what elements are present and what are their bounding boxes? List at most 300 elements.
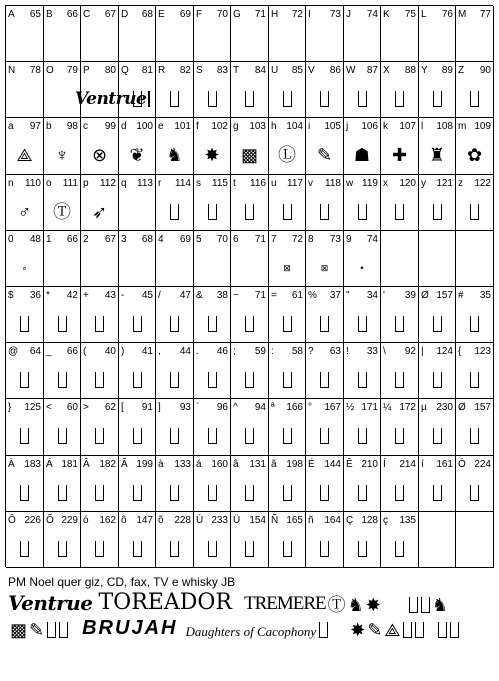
missing-glyph-icon: [395, 372, 404, 388]
glyph-code-label: 103: [249, 121, 266, 132]
glyph-preview: [344, 307, 380, 340]
glyph-code-label: 128: [361, 515, 378, 526]
glyph-preview: [6, 138, 43, 172]
rose-icon: ✎: [367, 620, 383, 640]
glyph-cell: [6, 456, 44, 512]
glyph-char-label: 2: [83, 234, 89, 245]
glyph-code-label: 71: [254, 290, 266, 301]
glyph-cell: [81, 6, 119, 62]
glyph-code-label: 41: [141, 346, 153, 357]
glyph-preview: [419, 363, 455, 396]
glyph-code-label: 68: [141, 9, 153, 20]
missing-glyph-icon: [320, 316, 329, 332]
glyph-code-label: 39: [404, 290, 416, 301]
missing-glyph-icon: [409, 597, 418, 613]
glyph-preview: [306, 476, 343, 509]
glyph-char-label: (: [83, 346, 87, 357]
glyph-preview: [456, 419, 493, 453]
glyph-cell: [306, 456, 344, 512]
glyph-code-label: 154: [249, 515, 266, 526]
glyph-preview: [231, 476, 268, 509]
clan-symbol-icon: ➶: [91, 201, 108, 222]
glyph-code-label: 69: [179, 9, 191, 20]
missing-glyph-icon: [245, 91, 254, 107]
glyph-code-label: 111: [62, 178, 78, 189]
glyph-cell: [44, 343, 81, 399]
missing-glyph-icon: [95, 485, 104, 501]
glyph-cell: [231, 399, 269, 456]
glyph-code-label: 106: [361, 121, 378, 132]
glyph-char-label: &: [196, 290, 203, 301]
glyph-char-label: â: [233, 459, 239, 470]
missing-glyph-icon: [450, 622, 459, 638]
glyph-cell: [269, 175, 306, 231]
missing-glyph-icon: [358, 372, 367, 388]
missing-glyph-icon: [47, 622, 56, 638]
glyph-code-label: 210: [361, 459, 378, 470]
glyph-char-label: 9: [346, 234, 352, 245]
glyph-cell: [269, 343, 306, 399]
glyph-cell: [6, 6, 44, 62]
glyph-cell: [381, 62, 419, 118]
glyph-code-label: 183: [24, 459, 41, 470]
glyph-cell: [156, 175, 194, 231]
glyph-preview: [344, 532, 380, 565]
missing-glyph-icon: [245, 316, 254, 332]
glyph-char-label: ): [121, 346, 125, 357]
missing-glyph-icon: [319, 622, 328, 638]
glyph-char-label: [: [121, 402, 124, 413]
glyph-cell: [344, 175, 381, 231]
glyph-preview: [119, 532, 155, 565]
missing-glyph-icon: [320, 204, 329, 220]
glyph-preview: [269, 82, 305, 115]
glyph-char-label: ': [383, 290, 385, 301]
glyph-cell: [119, 287, 156, 343]
glyph-char-label: >: [83, 402, 89, 413]
glyph-preview: [269, 195, 305, 228]
glyph-code-label: 67: [104, 234, 116, 245]
glyph-char-label: Í: [383, 459, 386, 470]
glyph-code-label: 44: [179, 346, 191, 357]
glyph-preview: [156, 26, 193, 59]
missing-glyph-icon: [358, 316, 367, 332]
missing-glyph-icon: [208, 91, 217, 107]
glyph-cell: [419, 6, 456, 62]
missing-glyph-icon: [20, 541, 29, 557]
glyph-code-label: 37: [329, 290, 341, 301]
glyph-preview: [456, 363, 493, 396]
glyph-cell: [344, 512, 381, 568]
glyph-preview: [44, 26, 80, 59]
glyph-char-label: 5: [196, 234, 202, 245]
glyph-preview: [194, 532, 230, 565]
glyph-char-label: Ô: [8, 515, 16, 526]
glyph-preview: [81, 363, 118, 396]
glyph-char-label: Y: [421, 65, 428, 76]
glyph-preview: [44, 363, 80, 396]
glyph-code-label: 70: [216, 9, 228, 20]
glyph-char-label: _: [46, 346, 52, 357]
missing-glyph-icon: [433, 204, 442, 220]
glyph-code-label: 101: [174, 121, 191, 132]
missing-glyph-icon: [133, 316, 142, 332]
glyph-cell: [81, 231, 119, 287]
glyph-preview: [194, 363, 230, 396]
glyph-preview: [75, 82, 147, 115]
glyph-code-label: 75: [404, 9, 416, 20]
glyph-cell: [419, 512, 456, 568]
glyph-code-label: 98: [66, 121, 78, 132]
glyph-char-label: N: [8, 65, 16, 76]
glyph-code-label: 117: [287, 178, 303, 189]
missing-glyph-icon: [395, 428, 404, 444]
glyph-code-label: 67: [104, 9, 116, 20]
missing-glyph-icon: [170, 372, 179, 388]
missing-glyph-icon: [148, 91, 150, 107]
bat-icon: ✸: [350, 620, 366, 640]
glyph-preview: [231, 251, 268, 284]
glyph-preview: [194, 138, 230, 172]
glyph-cell: [6, 287, 44, 343]
glyph-preview: [306, 532, 343, 565]
missing-glyph-icon: [421, 597, 430, 613]
glyph-code-label: 97: [29, 121, 41, 132]
glyph-char-label: ª: [271, 402, 275, 413]
glyph-cell: [81, 118, 119, 175]
glyph-code-label: 71: [254, 9, 266, 20]
glyph-cell: [44, 118, 81, 175]
glyph-cell: [381, 175, 419, 231]
glyph-preview: [419, 532, 455, 565]
glyph-code-label: 125: [24, 402, 41, 413]
glyph-char-label: :: [271, 346, 274, 357]
glyph-cell: [119, 512, 156, 568]
glyph-char-label: p: [83, 178, 89, 189]
glyph-char-label: °: [308, 402, 312, 413]
glyph-code-label: 88: [404, 65, 416, 76]
missing-glyph-icon: [433, 485, 442, 501]
missing-glyph-icon: [245, 428, 254, 444]
glyph-cell: [156, 62, 194, 118]
glyph-preview: [156, 476, 193, 509]
glyph-char-label: ã: [271, 459, 277, 470]
clan-symbol-icon: ⊠: [283, 262, 291, 273]
glyph-code-label: 99: [104, 121, 116, 132]
glyph-preview: [456, 307, 493, 340]
glyph-preview: [381, 419, 418, 453]
missing-glyph-icon: [58, 316, 67, 332]
glyph-code-label: 48: [29, 234, 41, 245]
glyph-char-label: =: [271, 290, 277, 301]
glyph-code-label: 181: [61, 459, 78, 470]
glyph-char-label: .: [196, 346, 199, 357]
glyph-code-label: 63: [329, 346, 341, 357]
glyph-cell: [156, 6, 194, 62]
missing-glyph-icon: [283, 204, 292, 220]
glyph-code-label: 33: [366, 346, 378, 357]
glyph-code-label: 42: [66, 290, 78, 301]
glyph-preview: [381, 307, 418, 340]
glyph-char-label: ,: [158, 346, 161, 357]
glyph-char-label: S: [196, 65, 203, 76]
glyph-cell: [456, 399, 494, 456]
glyph-code-label: 74: [366, 9, 378, 20]
glyph-cell: [306, 287, 344, 343]
glyph-preview: [44, 307, 80, 340]
glyph-char-label: D: [121, 9, 129, 20]
glyph-preview: [344, 195, 380, 228]
glyph-cell: [6, 118, 44, 175]
glyph-preview: [419, 82, 455, 115]
glyph-char-label: É: [308, 459, 315, 470]
sample-sentence: PM Noel quer giz, CD, fax, TV e whisky JB: [8, 575, 236, 589]
glyph-preview: [81, 476, 118, 509]
glyph-char-label: `: [196, 402, 200, 413]
glyph-code-label: 66: [66, 9, 78, 20]
glyph-char-label: ñ: [308, 515, 314, 526]
glyph-cell: [194, 6, 231, 62]
glyph-char-label: 3: [121, 234, 127, 245]
missing-glyph-icon: [208, 204, 217, 220]
glyph-char-label: u: [271, 178, 277, 189]
glyph-cell: [81, 343, 119, 399]
glyph-preview: [44, 251, 80, 284]
glyph-preview: [344, 82, 380, 115]
missing-glyph-icon: [170, 485, 179, 501]
glyph-preview: [381, 82, 418, 115]
missing-glyph-icon: [20, 428, 29, 444]
glyph-cell: [306, 62, 344, 118]
clan-symbol-icon: ⊠: [320, 262, 329, 273]
glyph-code-label: 60: [66, 402, 78, 413]
glyph-char-label: J: [346, 9, 351, 20]
glyph-preview: [419, 419, 455, 453]
glyph-char-label: í: [421, 459, 424, 470]
glyph-preview: [381, 251, 418, 284]
glyph-char-label: Õ: [46, 515, 54, 526]
glyph-code-label: 119: [362, 178, 378, 189]
glyph-code-label: 72: [291, 234, 303, 245]
glyph-preview: [81, 195, 118, 228]
clan-symbol-icon: ∘: [21, 262, 28, 273]
clan-symbol-icon: ✚: [391, 145, 408, 165]
glyph-code-label: 78: [29, 65, 41, 76]
glyph-code-label: 214: [399, 459, 416, 470]
glyph-preview: [231, 195, 268, 228]
missing-glyph-icon: [403, 622, 412, 638]
glyph-char-label: õ: [158, 515, 164, 526]
glyph-char-label: I: [308, 9, 311, 20]
glyph-char-label: j: [346, 121, 349, 132]
glyph-char-label: B: [46, 9, 53, 20]
missing-glyph-icon: [95, 316, 104, 332]
glyph-char-label: #: [458, 290, 464, 301]
glyph-cell: [44, 6, 81, 62]
glyph-cell: [456, 175, 494, 231]
glyph-code-label: 182: [99, 459, 116, 470]
glyph-code-label: 135: [399, 515, 416, 526]
glyph-char-label: T: [233, 65, 240, 76]
glyph-preview: [156, 363, 193, 396]
glyph-code-label: 199: [136, 459, 153, 470]
glyph-cell: [156, 456, 194, 512]
missing-glyph-icon: [358, 204, 367, 220]
glyph-code-label: 83: [216, 65, 228, 76]
glyph-preview: [156, 419, 193, 453]
glyph-preview: [231, 82, 268, 115]
glyph-preview: [194, 26, 230, 59]
glyph-cell: [456, 456, 494, 512]
missing-glyph-icon: [208, 316, 217, 332]
missing-glyph-icon: [470, 316, 479, 332]
glyph-char-label: ?: [308, 346, 314, 357]
glyph-char-label: q: [121, 178, 127, 189]
glyph-char-label: x: [383, 178, 388, 189]
glyph-cell: [381, 512, 419, 568]
glyph-code-label: 144: [324, 459, 341, 470]
gargoyle-icon: ♞: [347, 595, 364, 615]
glyph-char-label: R: [158, 65, 166, 76]
missing-glyph-icon: [20, 316, 29, 332]
glyph-cell: [6, 343, 44, 399]
glyph-preview: [344, 419, 380, 453]
glyph-char-label: A: [8, 9, 15, 20]
glyph-cell: [381, 456, 419, 512]
glyph-cell: [456, 62, 494, 118]
glyph-cell: [194, 512, 231, 568]
glyph-code-label: 166: [286, 402, 303, 413]
clan-symbol-icon: •: [360, 262, 364, 273]
glyph-char-label: V: [308, 65, 315, 76]
glyph-preview: [119, 363, 155, 396]
glyph-char-label: L: [421, 9, 427, 20]
clan-symbol-icon: ✿: [466, 145, 483, 165]
glyph-preview: [156, 251, 193, 284]
glyph-preview: [419, 138, 455, 172]
glyph-preview: [269, 532, 305, 565]
glyph-cell: [344, 287, 381, 343]
glyph-cell: [194, 343, 231, 399]
glyph-char-label: ½: [346, 402, 355, 413]
missing-glyph-icon: [208, 372, 217, 388]
glyph-cell: [419, 118, 456, 175]
glyph-code-label: 157: [436, 290, 453, 301]
missing-glyph-icon: [245, 372, 254, 388]
glyph-char-label: w: [346, 178, 354, 189]
glyph-preview: [231, 307, 268, 340]
glyph-char-label: Ê: [346, 459, 353, 470]
glyph-cell: [419, 175, 456, 231]
glyph-code-label: 171: [361, 402, 378, 413]
glyph-preview: [6, 476, 43, 509]
glyph-cell: [119, 175, 156, 231]
glyph-preview: [44, 532, 80, 565]
glyph-char-label: f: [196, 121, 199, 132]
glyph-code-label: 230: [436, 402, 453, 413]
glyph-code-label: 46: [216, 346, 228, 357]
glyph-cell: [419, 343, 456, 399]
glyph-cell: [81, 512, 119, 568]
glyph-cell: [419, 456, 456, 512]
glyph-preview: [269, 307, 305, 340]
character-map-grid: [5, 5, 493, 567]
glyph-code-label: 116: [250, 178, 266, 189]
gargoyle-icon: ♞: [431, 595, 449, 615]
tremere-symbol-icon: Ⓣ: [327, 595, 346, 615]
glyph-cell: [269, 231, 306, 287]
glyph-char-label: Ø: [458, 402, 466, 413]
glyph-char-label: 0: [8, 234, 14, 245]
toreador-wordmark: TOREADOR: [98, 590, 232, 615]
glyph-preview: [119, 476, 155, 509]
missing-glyph-icon: [58, 485, 67, 501]
glyph-char-label: U: [271, 65, 279, 76]
glyph-code-label: 73: [329, 234, 341, 245]
glyph-char-label: X: [383, 65, 390, 76]
missing-glyph-icon: [283, 91, 292, 107]
clan-symbol-icon: ⟁: [16, 145, 33, 165]
glyph-char-label: g: [233, 121, 239, 132]
missing-glyph-icon: [470, 91, 479, 107]
glyph-preview: [231, 138, 268, 172]
glyph-char-label: o: [46, 178, 52, 189]
glyph-code-label: 84: [254, 65, 266, 76]
glyph-cell: [156, 512, 194, 568]
glyph-code-label: 113: [137, 178, 153, 189]
glyph-preview: [456, 532, 493, 565]
glyph-preview: [119, 307, 155, 340]
lasombra-symbol-icon: ▩: [10, 620, 28, 640]
glyph-code-label: 133: [174, 459, 191, 470]
missing-glyph-icon: [470, 204, 479, 220]
glyph-code-label: 110: [25, 178, 41, 189]
glyph-cell: [344, 231, 381, 287]
glyph-preview: [456, 251, 493, 284]
missing-glyph-icon: [283, 485, 292, 501]
glyph-preview: [194, 195, 230, 228]
glyph-preview: [119, 195, 155, 228]
glyph-char-label: |: [421, 346, 424, 357]
glyph-preview: [156, 82, 193, 115]
glyph-cell: [44, 287, 81, 343]
glyph-char-label: 4: [158, 234, 164, 245]
missing-glyph-icon: [170, 428, 179, 444]
glyph-preview: [119, 419, 155, 453]
glyph-code-label: 147: [136, 515, 153, 526]
glyph-cell: [381, 6, 419, 62]
glyph-char-label: *: [46, 290, 50, 301]
glyph-preview: [81, 307, 118, 340]
glyph-code-label: 115: [212, 178, 228, 189]
glyph-cell: [344, 118, 381, 175]
glyph-char-label: Z: [458, 65, 465, 76]
glyph-preview: [6, 251, 43, 284]
glyph-char-label: à: [158, 459, 164, 470]
ventrue-wordmark: Ventrue: [8, 591, 93, 615]
glyph-cell: [6, 175, 44, 231]
glyph-preview: [306, 138, 343, 172]
glyph-preview: [156, 307, 193, 340]
glyph-char-label: y: [421, 178, 426, 189]
missing-glyph-icon: [283, 428, 292, 444]
glyph-char-label: t: [233, 178, 236, 189]
glyph-preview: [119, 251, 155, 284]
glyph-preview: [81, 251, 118, 284]
brujah-wordmark: BRUJAH: [82, 617, 178, 639]
glyph-char-label: \: [383, 346, 386, 357]
glyph-char-label: À: [8, 459, 15, 470]
